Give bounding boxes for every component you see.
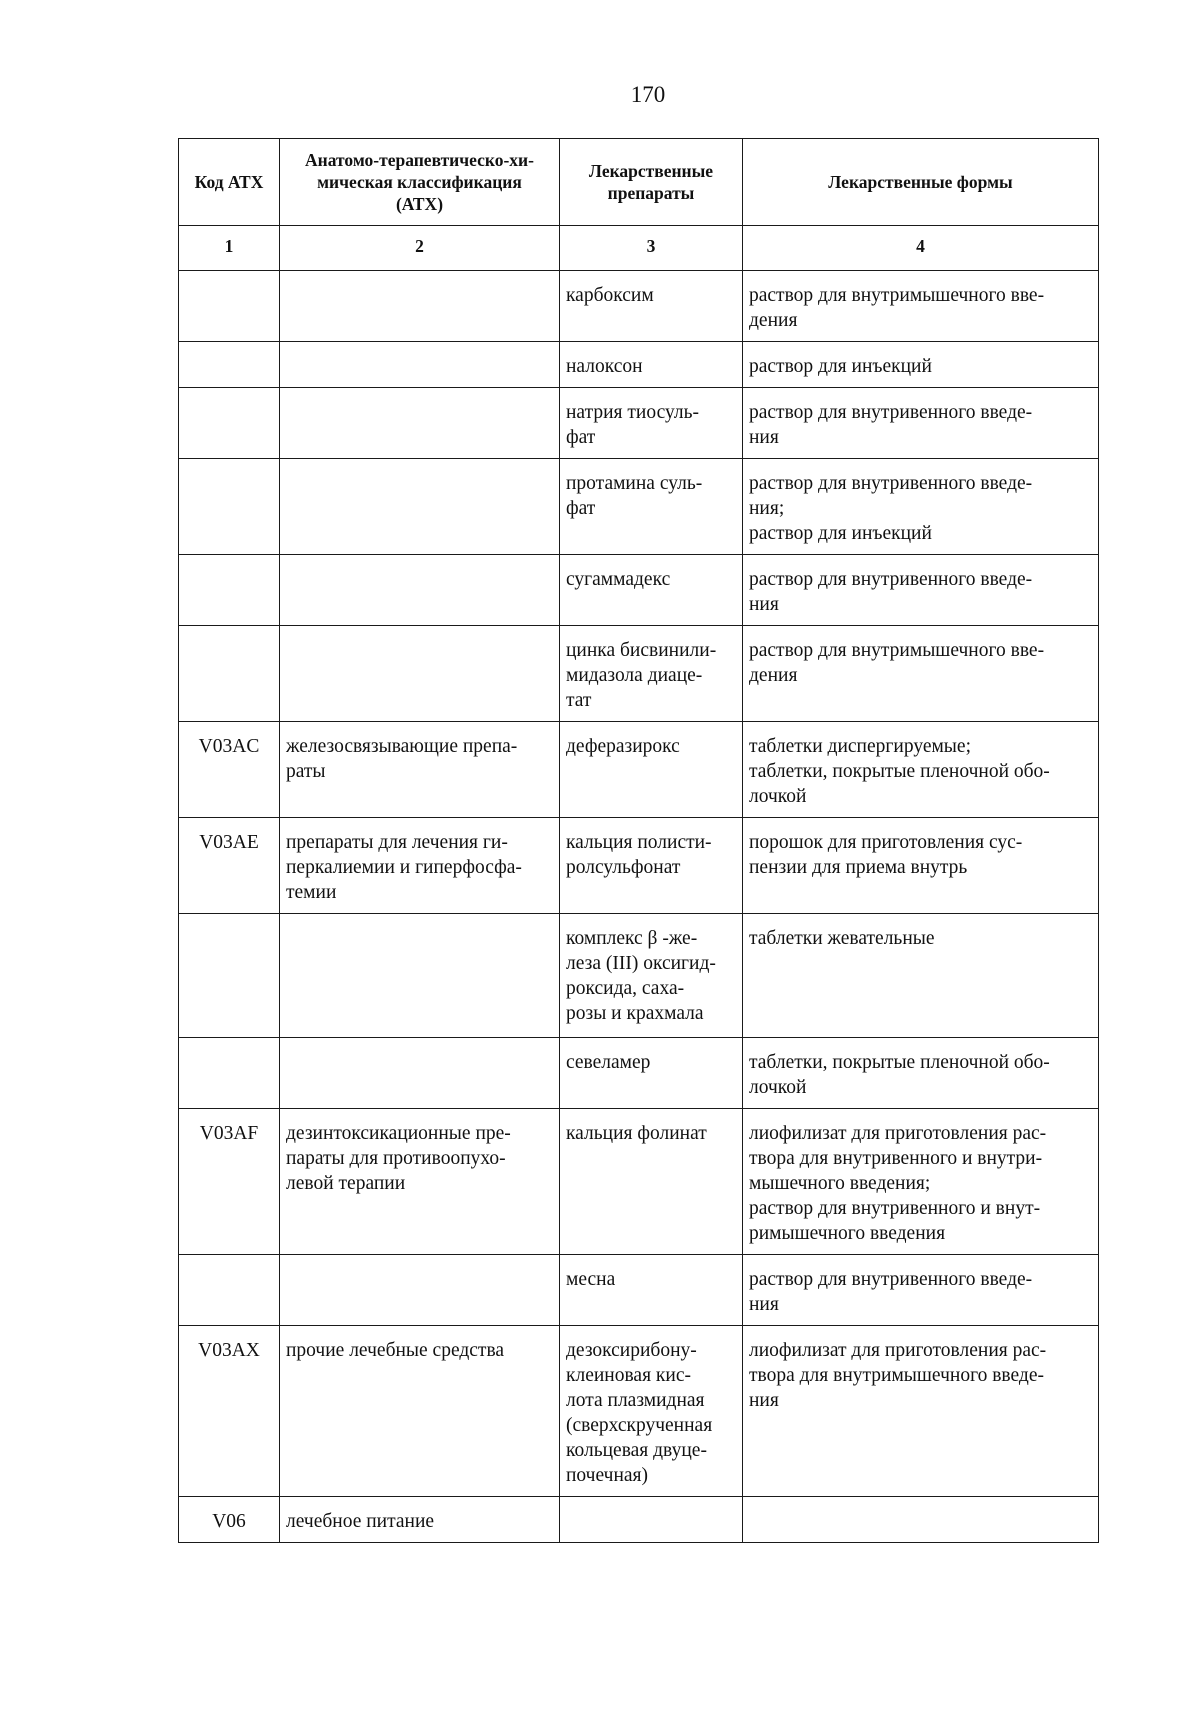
table-cell-code bbox=[179, 626, 280, 722]
table-cell-drug: натрия тиосуль- фат bbox=[560, 388, 743, 459]
table-cell-forms: раствор для внутримышечного вве- дения bbox=[743, 271, 1099, 342]
table-cell-classification: железосвязывающие препа- раты bbox=[280, 722, 560, 818]
table-cell-classification bbox=[280, 342, 560, 388]
table-cell-drug bbox=[560, 1497, 743, 1543]
header-classification: Анатомо-терапевтическо-хи- мическая классификация (АТХ) bbox=[280, 139, 560, 226]
column-number: 4 bbox=[743, 226, 1099, 271]
table-row bbox=[179, 388, 1099, 459]
table-cell-drug: комплекс β -же- леза (III) оксигид- роксида, саха- розы и крахмала bbox=[560, 914, 743, 1038]
table-cell-classification bbox=[280, 271, 560, 342]
table-cell-code: V03AF bbox=[179, 1109, 280, 1255]
table-cell-classification bbox=[280, 626, 560, 722]
table-row bbox=[179, 1497, 1099, 1543]
atx-table bbox=[178, 138, 1099, 1543]
table-cell-code bbox=[179, 1255, 280, 1326]
table-cell-forms: порошок для приготовления сус- пензии для приема внутрь bbox=[743, 818, 1099, 914]
table-row bbox=[179, 1255, 1099, 1326]
table-cell-forms: раствор для внутривенного введе- ния bbox=[743, 1255, 1099, 1326]
table-cell-classification: дезинтоксикационные пре- параты для противоопухо- левой терапии bbox=[280, 1109, 560, 1255]
table-cell-forms: раствор для внутривенного введе- ния bbox=[743, 555, 1099, 626]
header-forms: Лекарственные формы bbox=[743, 139, 1099, 226]
table-row bbox=[179, 459, 1099, 555]
table-cell-classification: прочие лечебные средства bbox=[280, 1326, 560, 1497]
table-cell-code bbox=[179, 459, 280, 555]
table-cell-drug: дезоксирибону- клеиновая кис- лота плазмидная (сверхскрученная кольцевая двуце- почечная) bbox=[560, 1326, 743, 1497]
header-code: Код АТХ bbox=[179, 139, 280, 226]
table-cell-drug: деферазирокс bbox=[560, 722, 743, 818]
table-cell-drug: сугаммадекс bbox=[560, 555, 743, 626]
table-cell-classification bbox=[280, 388, 560, 459]
table-cell-classification bbox=[280, 1255, 560, 1326]
table-cell-code: V03AX bbox=[179, 1326, 280, 1497]
table-cell-classification bbox=[280, 914, 560, 1038]
table-cell-drug: кальция полисти- ролсульфонат bbox=[560, 818, 743, 914]
table-row bbox=[179, 914, 1099, 1038]
table-cell-classification: препараты для лечения ги- перкалиемии и гиперфосфа- темии bbox=[280, 818, 560, 914]
table-row bbox=[179, 722, 1099, 818]
table-cell-forms: раствор для инъекций bbox=[743, 342, 1099, 388]
page-number: 170 bbox=[630, 82, 666, 107]
header-row bbox=[179, 139, 1099, 226]
table-cell-forms: таблетки диспергируемые; таблетки, покрытые пленочной обо- лочкой bbox=[743, 722, 1099, 818]
table-cell-forms: лиофилизат для приготовления рас- твора для внутримышечного введе- ния bbox=[743, 1326, 1099, 1497]
table-cell-code: V06 bbox=[179, 1497, 280, 1543]
table-row bbox=[179, 1109, 1099, 1255]
table-cell-classification bbox=[280, 1038, 560, 1109]
table-cell-code bbox=[179, 555, 280, 626]
column-number: 2 bbox=[280, 226, 560, 271]
table-cell-forms: раствор для внутривенного введе- ния; раствор для инъекций bbox=[743, 459, 1099, 555]
table-row bbox=[179, 818, 1099, 914]
table-row bbox=[179, 1326, 1099, 1497]
table-cell-classification: лечебное питание bbox=[280, 1497, 560, 1543]
table-cell-code: V03AE bbox=[179, 818, 280, 914]
table-cell-drug: протамина суль- фат bbox=[560, 459, 743, 555]
table-cell-drug: кальция фолинат bbox=[560, 1109, 743, 1255]
table-cell-code bbox=[179, 1038, 280, 1109]
table-cell-forms bbox=[743, 1497, 1099, 1543]
table-row bbox=[179, 626, 1099, 722]
table-cell-code bbox=[179, 342, 280, 388]
table-cell-forms: таблетки, покрытые пленочной обо- лочкой bbox=[743, 1038, 1099, 1109]
table-cell-forms: раствор для внутривенного введе- ния bbox=[743, 388, 1099, 459]
table-cell-drug: карбоксим bbox=[560, 271, 743, 342]
table-cell-code bbox=[179, 914, 280, 1038]
table-cell-forms: лиофилизат для приготовления рас- твора для внутривенного и внутри- мышечного введения; раствор для внутривенного и внут- римышечного введения bbox=[743, 1109, 1099, 1255]
table-row bbox=[179, 1038, 1099, 1109]
column-number: 3 bbox=[560, 226, 743, 271]
table-cell-drug: севеламер bbox=[560, 1038, 743, 1109]
table-cell-classification bbox=[280, 555, 560, 626]
column-number-row bbox=[179, 226, 1099, 271]
table-cell-forms: таблетки жевательные bbox=[743, 914, 1099, 1038]
table-row bbox=[179, 555, 1099, 626]
table-cell-classification bbox=[280, 459, 560, 555]
table-cell-code bbox=[179, 388, 280, 459]
header-drugs: Лекарственные препараты bbox=[560, 139, 743, 226]
column-number: 1 bbox=[179, 226, 280, 271]
table-cell-drug: месна bbox=[560, 1255, 743, 1326]
table-cell-code bbox=[179, 271, 280, 342]
table-row bbox=[179, 271, 1099, 342]
table-cell-drug: цинка бисвинили- мидазола диаце- тат bbox=[560, 626, 743, 722]
table-cell-drug: налоксон bbox=[560, 342, 743, 388]
table-row bbox=[179, 342, 1099, 388]
table-cell-code: V03AC bbox=[179, 722, 280, 818]
table-cell-forms: раствор для внутримышечного вве- дения bbox=[743, 626, 1099, 722]
